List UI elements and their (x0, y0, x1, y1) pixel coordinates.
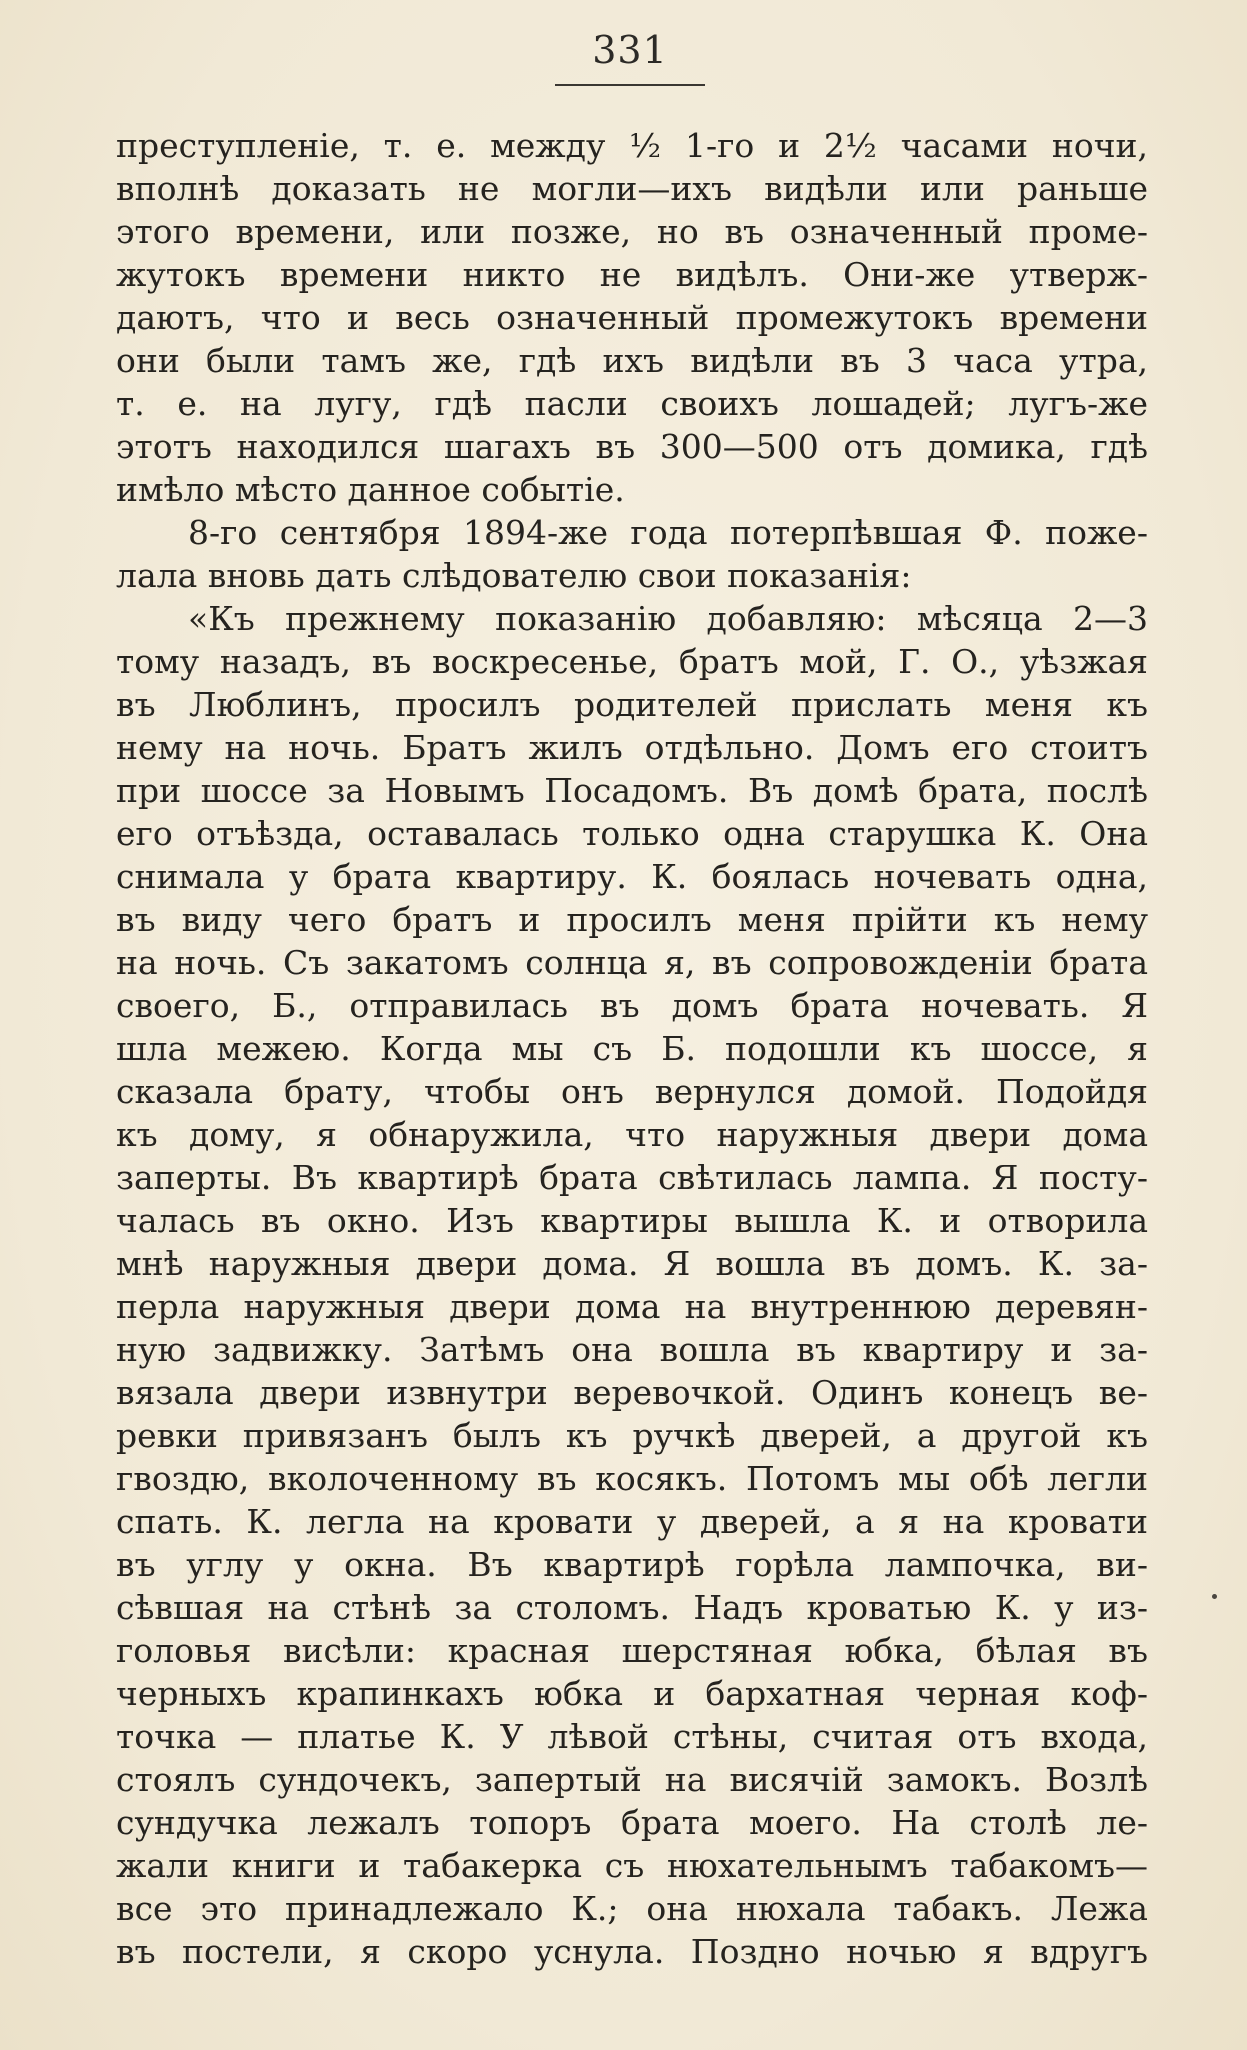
text-line: мнѣ наружныя двери дома. Я вошла въ домъ. К. за- (116, 1244, 1148, 1283)
text-line: «Къ прежнему показанію добавляю: мѣсяца 2—3 (188, 599, 1148, 638)
text-line: даютъ, что и весь означенный промежутокъ времени (116, 298, 1148, 337)
text-line: ревки привязанъ былъ къ ручкѣ дверей, а другой къ (116, 1416, 1148, 1455)
text-line: въ Люблинъ, просилъ родителей прислать меня къ (116, 685, 1148, 724)
text-line: на ночь. Съ закатомъ солнца я, въ сопровожденіи брата (116, 943, 1148, 982)
text-line: жали книги и табакерка съ нюхательнымъ табакомъ— (116, 1846, 1148, 1885)
margin-mark (1212, 1594, 1217, 1599)
text-line: гвоздю, вколоченному въ косякъ. Потомъ мы обѣ легли (116, 1459, 1148, 1498)
text-line: въ углу у окна. Въ квартирѣ горѣла лампочка, ви- (116, 1545, 1148, 1584)
text-line: имѣло мѣсто данное событіе. (116, 470, 625, 509)
text-line: лала вновь дать слѣдователю свои показанія: (116, 556, 912, 595)
text-line: снимала у брата квартиру. К. боялась ночевать одна, (116, 857, 1148, 896)
text-line: нему на ночь. Братъ жилъ отдѣльно. Домъ его стоитъ (116, 728, 1148, 767)
text-line: ную задвижку. Затѣмъ она вошла въ квартиру и за- (116, 1330, 1148, 1369)
page-number: 331 (592, 28, 668, 72)
text-line: его отъѣзда, оставалась только одна старушка К. Она (116, 814, 1148, 853)
text-line: въ постели, я скоро уснула. Поздно ночью я вдругъ (116, 1932, 1148, 1971)
text-line: головья висѣли: красная шерстяная юбка, бѣлая въ (116, 1631, 1148, 1670)
text-line: шла межею. Когда мы съ Б. подошли къ шоссе, я (116, 1029, 1148, 1068)
text-line: жутокъ времени никто не видѣлъ. Они-же утверж- (116, 255, 1148, 294)
text-line: вполнѣ доказать не могли—ихъ видѣли или раньше (116, 169, 1148, 208)
text-line: заперты. Въ квартирѣ брата свѣтилась лампа. Я посту- (116, 1158, 1148, 1197)
text-line: точка — платье К. У лѣвой стѣны, считая отъ входа, (116, 1717, 1148, 1756)
body-text (116, 124, 1148, 1973)
text-line: все это принадлежало К.; она нюхала табакъ. Лежа (116, 1889, 1148, 1928)
text-line: они были тамъ же, гдѣ ихъ видѣли въ 3 часа утра, (116, 341, 1148, 380)
text-line: преступленіе, т. е. между ½ 1-го и 2½ часами ночи, (116, 126, 1148, 165)
text-line: 8-го сентября 1894-же года потерпѣвшая Ф. поже- (188, 513, 1148, 552)
text-line: чалась въ окно. Изъ квартиры вышла К. и отворила (116, 1201, 1148, 1240)
text-line: перла наружныя двери дома на внутреннюю деревян- (116, 1287, 1148, 1326)
text-line: въ виду чего братъ и просилъ меня прійти къ нему (116, 900, 1148, 939)
text-line: вязала двери извнутри веревочкой. Одинъ конецъ ве- (116, 1373, 1148, 1412)
text-line: сѣвшая на стѣнѣ за столомъ. Надъ кроватью К. у из- (116, 1588, 1148, 1627)
text-line: этого времени, или позже, но въ означенный проме- (116, 212, 1148, 251)
page-number-rule (555, 84, 705, 86)
text-line: спать. К. легла на кровати у дверей, а я на кровати (116, 1502, 1148, 1541)
text-line: стоялъ сундочекъ, запертый на висячій замокъ. Возлѣ (116, 1760, 1148, 1799)
text-line: черныхъ крапинкахъ юбка и бархатная черная коф- (116, 1674, 1148, 1713)
text-line: къ дому, я обнаружила, что наружныя двери дома (116, 1115, 1148, 1154)
text-line: т. е. на лугу, гдѣ пасли своихъ лошадей; лугъ-же (116, 384, 1148, 423)
text-line: своего, Б., отправилась въ домъ брата ночевать. Я (116, 986, 1148, 1025)
text-line: сундучка лежалъ топоръ брата моего. На столѣ ле- (116, 1803, 1148, 1842)
text-line: при шоссе за Новымъ Посадомъ. Въ домѣ брата, послѣ (116, 771, 1148, 810)
text-line: этотъ находился шагахъ въ 300—500 отъ домика, гдѣ (116, 427, 1148, 466)
text-line: тому назадъ, въ воскресенье, братъ мой, Г. О., уѣзжая (116, 642, 1148, 681)
text-line: сказала брату, чтобы онъ вернулся домой. Подойдя (116, 1072, 1148, 1111)
